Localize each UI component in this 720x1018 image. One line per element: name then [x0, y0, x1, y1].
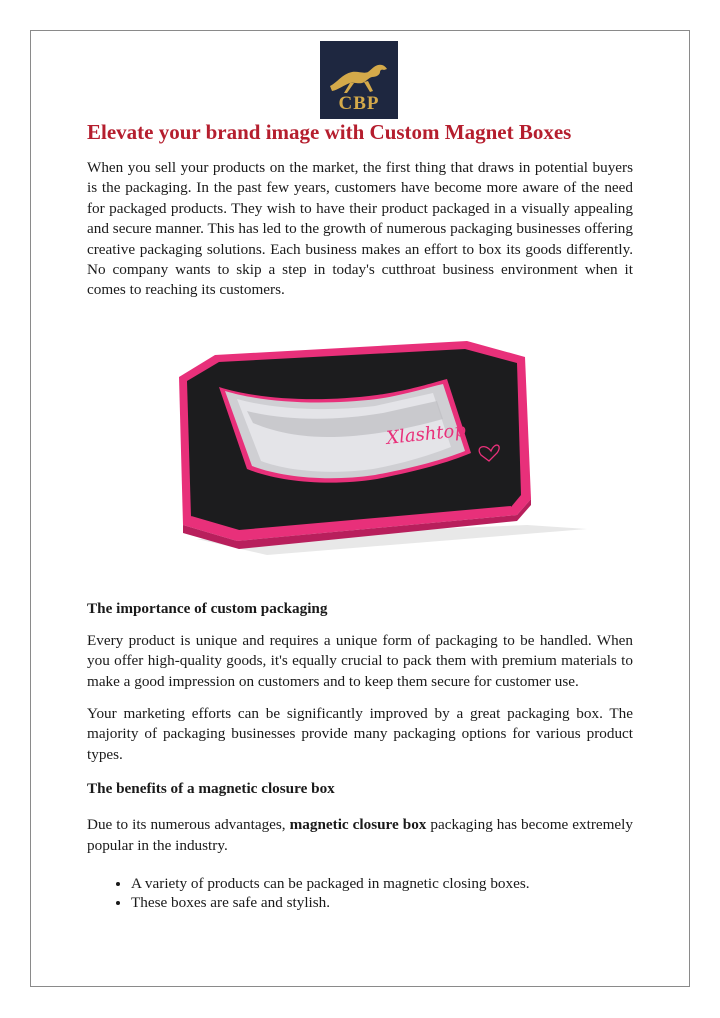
pink-black-magnet-box-image [87, 329, 633, 561]
intro-paragraph: When you sell your products on the market, the first thing that draws in potential buyers is the packaging. In the past few years, customers have become more aware of the need for packaged products. They wish to have their product packaged in a visually appealing and secure manner. This has led to the growth of numerous packaging businesses offering creative packaging solutions. Each business makes an effort to box its goods differently. No company wants to skip a step in today's cutthroat business environment when it comes to reaching its customers. [87, 159, 633, 299]
list-item: • These boxes are safe and stylish. [131, 893, 633, 912]
document-body [87, 118, 633, 912]
importance-paragraph-1: Every product is unique and requires a unique form of packaging to be handled. When you offer high-quality goods, it's equally crucial to pack them with premium materials to make a good impression on customers and to keep them secure for customer use. [87, 631, 633, 690]
benefits-bold-term: magnetic closure box [289, 816, 427, 834]
importance-paragraph-2: Your marketing efforts can be significantly improved by a great packaging box. The majority of packaging businesses provide many packaging options for various product types. [87, 705, 633, 763]
benefits-paragraph [87, 815, 633, 856]
logo-text: CBP [338, 93, 380, 114]
benefits-list [87, 874, 633, 912]
section-heading-benefits: The benefits of a magnetic closure box [87, 780, 335, 798]
list-item: • A variety of products can be packaged in magnetic closing boxes. [131, 874, 633, 893]
benefits-text-after: packaging has become extremely popular in the industry. [87, 816, 633, 854]
leaping-cat-icon [328, 60, 390, 94]
page-title: Elevate your brand image with Custom Magnet Boxes [87, 120, 572, 144]
lid-script-text: Xlashtop [385, 419, 467, 449]
benefits-text-before: Due to its numerous advantages, [87, 816, 290, 834]
company-logo [320, 41, 398, 119]
section-heading-importance: The importance of custom packaging [87, 599, 328, 617]
